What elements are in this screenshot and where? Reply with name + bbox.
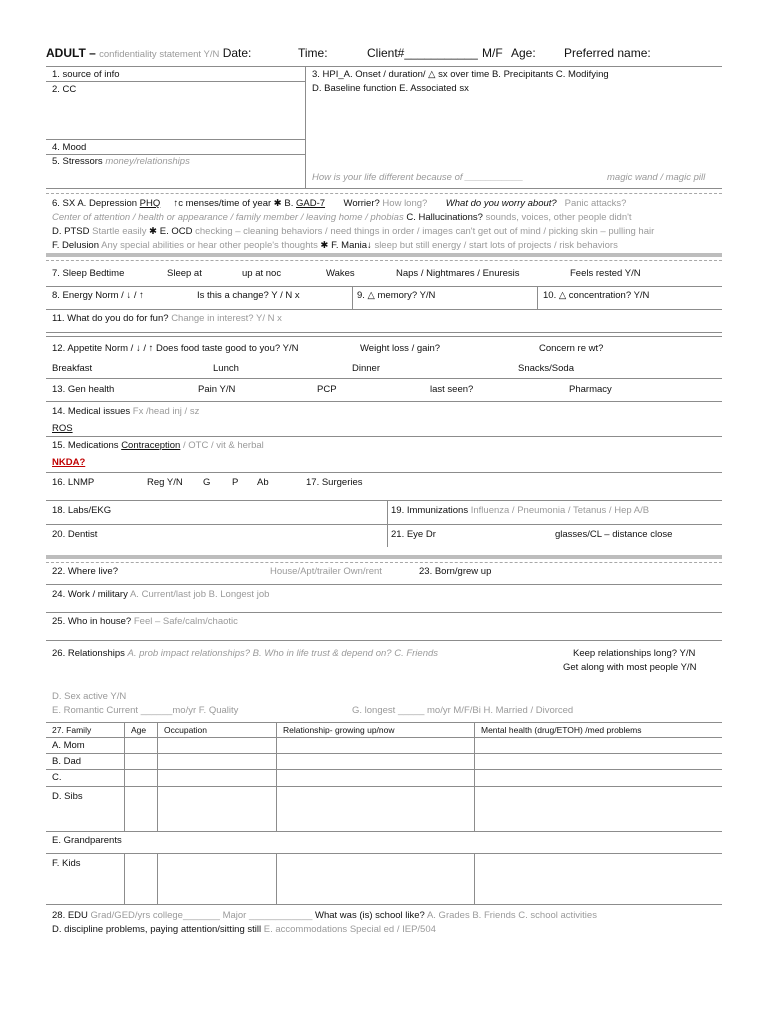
divider bbox=[46, 562, 722, 563]
sex-active-field[interactable]: D. Sex active Y/N bbox=[52, 691, 127, 702]
hpi-line-1: 3. HPI_A. Onset / duration/ △ sx over time B. Precipitants C. Modifying bbox=[312, 69, 609, 80]
accommodations-hint: E. accommodations Special ed / IEP/504 bbox=[263, 924, 436, 935]
fun-label: 11. What do you do for fun? bbox=[52, 313, 169, 324]
ocd-label: ✱ E. OCD bbox=[149, 226, 193, 237]
sx-line-2 bbox=[52, 212, 632, 223]
phq-link: PHQ bbox=[139, 198, 161, 209]
occupation-header: Occupation bbox=[164, 725, 207, 735]
feel-safe-hint: Feel – Safe/calm/chaotic bbox=[133, 616, 238, 627]
dentist-field[interactable]: 20. Dentist bbox=[52, 529, 98, 540]
longest-relationship-field[interactable]: G. longest _____ mo/yr M/F/Bi H. Married / Divorced bbox=[352, 705, 574, 716]
chief-complaint-field[interactable]: 2. CC bbox=[52, 84, 77, 95]
adult-title: ADULT – bbox=[46, 46, 96, 60]
divider bbox=[276, 722, 277, 831]
relationships-label: 26. Relationships bbox=[52, 648, 125, 659]
date-label: Date: bbox=[222, 46, 252, 60]
interest-change-hint: Change in interest? Y/ N x bbox=[171, 313, 282, 324]
work-hint: A. Current/last job B. Longest job bbox=[129, 589, 270, 600]
worry-about-prompt: What do you worry about? bbox=[445, 198, 557, 209]
attention-hint: Center of attention / health or appearance / family member / leaving home / phobias bbox=[52, 212, 404, 223]
sx-line-3 bbox=[52, 226, 654, 237]
abortus-field[interactable]: Ab bbox=[257, 477, 269, 488]
divider bbox=[124, 853, 125, 904]
section-separator bbox=[46, 253, 722, 257]
divider bbox=[46, 524, 722, 525]
client-number-label: Client#___________ bbox=[367, 46, 478, 60]
breakfast-field[interactable]: Breakfast bbox=[52, 363, 93, 374]
form-header bbox=[46, 46, 251, 60]
immunizations-field[interactable] bbox=[391, 505, 649, 516]
divider bbox=[46, 260, 722, 261]
family-c-row[interactable]: C. bbox=[52, 772, 62, 783]
sleep-at-field[interactable]: Sleep at bbox=[167, 268, 202, 279]
glasses-field[interactable]: glasses/CL – distance close bbox=[555, 529, 673, 540]
sx-line-4 bbox=[52, 240, 618, 251]
divider bbox=[46, 336, 722, 337]
hpi-line-2: D. Baseline function E. Associated sx bbox=[312, 83, 469, 94]
edu-label: 28. EDU bbox=[52, 910, 88, 921]
ocd-hint: checking – cleaning behaviors / need things in order / images can't get out of mind / picking skin – pulling hair bbox=[195, 226, 655, 237]
divider bbox=[157, 853, 158, 904]
age-header: Age bbox=[131, 725, 147, 735]
immunizations-label: 19. Immunizations bbox=[391, 505, 469, 516]
school-hint: A. Grades B. Friends C. school activities bbox=[426, 910, 597, 921]
wakes-field[interactable]: Wakes bbox=[326, 268, 355, 279]
lnmp-field[interactable]: 16. LNMP bbox=[52, 477, 95, 488]
divider bbox=[46, 584, 722, 585]
divider bbox=[46, 831, 722, 832]
divider bbox=[46, 737, 722, 738]
medications-label: 15. Medications bbox=[52, 440, 119, 451]
labs-ekg-field[interactable]: 18. Labs/EKG bbox=[52, 505, 112, 516]
keep-relationships-field[interactable]: Keep relationships long? Y/N bbox=[573, 648, 696, 659]
time-label: Time: bbox=[298, 46, 328, 60]
divider bbox=[46, 640, 722, 641]
relationship-header: Relationship- growing up/now bbox=[283, 725, 395, 735]
magic-wand-prompt: magic wand / magic pill bbox=[607, 172, 706, 183]
memory-change-field[interactable]: 9. △ memory? Y/N bbox=[357, 290, 436, 301]
edu-hint: Grad/GED/yrs college_______ Major ____________ bbox=[90, 910, 313, 921]
mania-label: ✱ F. Mania↓ bbox=[320, 240, 372, 251]
who-in-house-field[interactable] bbox=[52, 616, 238, 627]
worrier-label: Worrier? bbox=[343, 198, 380, 209]
divider bbox=[474, 722, 475, 831]
stressors-label: 5. Stressors bbox=[52, 156, 103, 167]
dinner-field[interactable]: Dinner bbox=[352, 363, 380, 374]
sx-line-1 bbox=[52, 198, 626, 209]
pcp-field[interactable]: PCP bbox=[317, 384, 337, 395]
hallucinations-hint: sounds, voices, other people didn't bbox=[485, 212, 632, 223]
gravida-field[interactable]: G bbox=[203, 477, 211, 488]
snacks-field[interactable]: Snacks/Soda bbox=[518, 363, 574, 374]
divider bbox=[46, 193, 722, 194]
source-of-info-field[interactable]: 1. source of info bbox=[52, 69, 120, 80]
family-kids-row[interactable]: F. Kids bbox=[52, 858, 81, 869]
startle-hint: Startle easily bbox=[92, 226, 147, 237]
life-different-prompt: How is your life different because of ___________ bbox=[312, 172, 524, 183]
work-label: 24. Work / military bbox=[52, 589, 128, 600]
pain-field[interactable]: Pain Y/N bbox=[198, 384, 236, 395]
divider bbox=[46, 378, 722, 379]
mania-hint: sleep but still energy / start lots of projects / risk behaviors bbox=[374, 240, 618, 251]
medical-issues-label: 14. Medical issues bbox=[52, 406, 131, 417]
divider bbox=[537, 286, 538, 309]
ros-link: ROS bbox=[52, 423, 73, 434]
relationships-field[interactable] bbox=[52, 648, 438, 659]
divider bbox=[46, 188, 722, 189]
romantic-field[interactable]: E. Romantic Current ______mo/yr F. Quality bbox=[52, 705, 239, 716]
family-header: 27. Family bbox=[52, 725, 92, 735]
weight-concern-field[interactable]: Concern re wt? bbox=[539, 343, 604, 354]
work-military-field[interactable] bbox=[52, 589, 269, 600]
energy-change-field[interactable]: Is this a change? Y / N x bbox=[197, 290, 300, 301]
ptsd-label: D. PTSD bbox=[52, 226, 90, 237]
who-in-house-label: 25. Who in house? bbox=[52, 616, 132, 627]
stressors-field[interactable] bbox=[52, 156, 190, 167]
divider bbox=[46, 769, 722, 770]
medical-issues-hint: Fx /head inj / sz bbox=[132, 406, 200, 417]
divider bbox=[46, 853, 722, 854]
get-along-field[interactable]: Get along with most people Y/N bbox=[563, 662, 697, 673]
depression-label: 6. SX A. Depression bbox=[52, 198, 138, 209]
discipline-label: D. discipline problems, paying attention/sitting still bbox=[52, 924, 262, 935]
how-long-hint: How long? bbox=[382, 198, 428, 209]
family-table-bottom bbox=[46, 904, 722, 905]
pharmacy-field[interactable]: Pharmacy bbox=[569, 384, 612, 395]
para-field[interactable]: P bbox=[232, 477, 239, 488]
family-mom-row[interactable]: A. Mom bbox=[52, 740, 85, 751]
age-label: Age: bbox=[511, 46, 536, 60]
divider bbox=[157, 722, 158, 831]
hallucinations-label: C. Hallucinations? bbox=[406, 212, 483, 223]
divider bbox=[46, 139, 305, 140]
stressors-hint: money/relationships bbox=[105, 156, 190, 167]
general-health-field[interactable]: 13. Gen health bbox=[52, 384, 115, 395]
divider bbox=[46, 786, 722, 787]
sleep-bedtime-field[interactable]: 7. Sleep Bedtime bbox=[52, 268, 125, 279]
divider bbox=[46, 66, 722, 67]
feels-rested-field[interactable]: Feels rested Y/N bbox=[570, 268, 641, 279]
eye-doctor-field[interactable]: 21. Eye Dr bbox=[391, 529, 436, 540]
divider bbox=[352, 286, 353, 309]
confidentiality-statement: confidentiality statement Y/N bbox=[99, 49, 220, 60]
last-seen-field[interactable]: last seen? bbox=[430, 384, 474, 395]
mental-health-header: Mental health (drug/ETOH) /med problems bbox=[481, 725, 642, 735]
education-field[interactable] bbox=[52, 910, 597, 921]
energy-field[interactable]: 8. Energy Norm / ↓ / ↑ bbox=[52, 290, 144, 301]
sex-label: M/F bbox=[482, 46, 503, 60]
divider bbox=[46, 401, 722, 402]
gad7-link: GAD-7 bbox=[296, 198, 326, 209]
divider bbox=[46, 612, 722, 613]
contraception-label: Contraception bbox=[121, 440, 181, 451]
divider bbox=[46, 309, 722, 310]
regular-field[interactable]: Reg Y/N bbox=[147, 477, 183, 488]
family-sibs-row[interactable]: D. Sibs bbox=[52, 791, 83, 802]
up-at-noc-field[interactable]: up at noc bbox=[242, 268, 282, 279]
divider bbox=[46, 332, 722, 333]
divider bbox=[305, 66, 306, 188]
mood-field[interactable]: 4. Mood bbox=[52, 142, 87, 153]
discipline-field[interactable] bbox=[52, 924, 436, 935]
delusion-label: F. Delusion bbox=[52, 240, 99, 251]
weight-change-field[interactable]: Weight loss / gain? bbox=[360, 343, 441, 354]
medical-issues-field[interactable] bbox=[52, 406, 199, 417]
divider bbox=[46, 286, 722, 287]
appetite-field[interactable]: 12. Appetite Norm / ↓ / ↑ Does food taste good to you? Y/N bbox=[52, 343, 299, 354]
medications-field[interactable] bbox=[52, 440, 264, 451]
divider bbox=[46, 753, 722, 754]
divider bbox=[276, 853, 277, 904]
concentration-change-field[interactable]: 10. △ concentration? Y/N bbox=[543, 290, 650, 301]
born-grew-up-field[interactable]: 23. Born/grew up bbox=[419, 566, 492, 577]
medications-hint: / OTC / vit & herbal bbox=[182, 440, 264, 451]
menses-label: ↑c menses/time of year ✱ B. bbox=[173, 198, 294, 209]
surgeries-field[interactable]: 17. Surgeries bbox=[306, 477, 363, 488]
divider bbox=[46, 472, 722, 473]
where-live-field[interactable]: 22. Where live? bbox=[52, 566, 119, 577]
nkda-alert: NKDA? bbox=[52, 457, 86, 468]
divider bbox=[46, 81, 305, 82]
divider bbox=[46, 500, 722, 501]
family-table-top bbox=[46, 722, 722, 723]
divider bbox=[46, 154, 305, 155]
section-separator bbox=[46, 555, 722, 559]
lunch-field[interactable]: Lunch bbox=[213, 363, 239, 374]
school-like-label: What was (is) school like? bbox=[315, 910, 425, 921]
preferred-name-label: Preferred name: bbox=[564, 46, 651, 60]
family-dad-row[interactable]: B. Dad bbox=[52, 756, 82, 767]
family-grandparents-row[interactable]: E. Grandparents bbox=[52, 835, 122, 846]
delusion-hint: Any special abilities or hear other people's thoughts bbox=[101, 240, 318, 251]
immunizations-hint: Influenza / Pneumonia / Tetanus / Hep A/B bbox=[470, 505, 650, 516]
divider bbox=[124, 722, 125, 831]
housing-hint: House/Apt/trailer Own/rent bbox=[270, 566, 382, 577]
divider bbox=[46, 436, 722, 437]
panic-attacks-hint: Panic attacks? bbox=[564, 198, 627, 209]
fun-field[interactable] bbox=[52, 313, 282, 324]
divider bbox=[474, 853, 475, 904]
naps-nightmares-field[interactable]: Naps / Nightmares / Enuresis bbox=[396, 268, 520, 279]
relationships-hint: A. prob impact relationships? B. Who in life trust & depend on? C. Friends bbox=[127, 648, 439, 659]
